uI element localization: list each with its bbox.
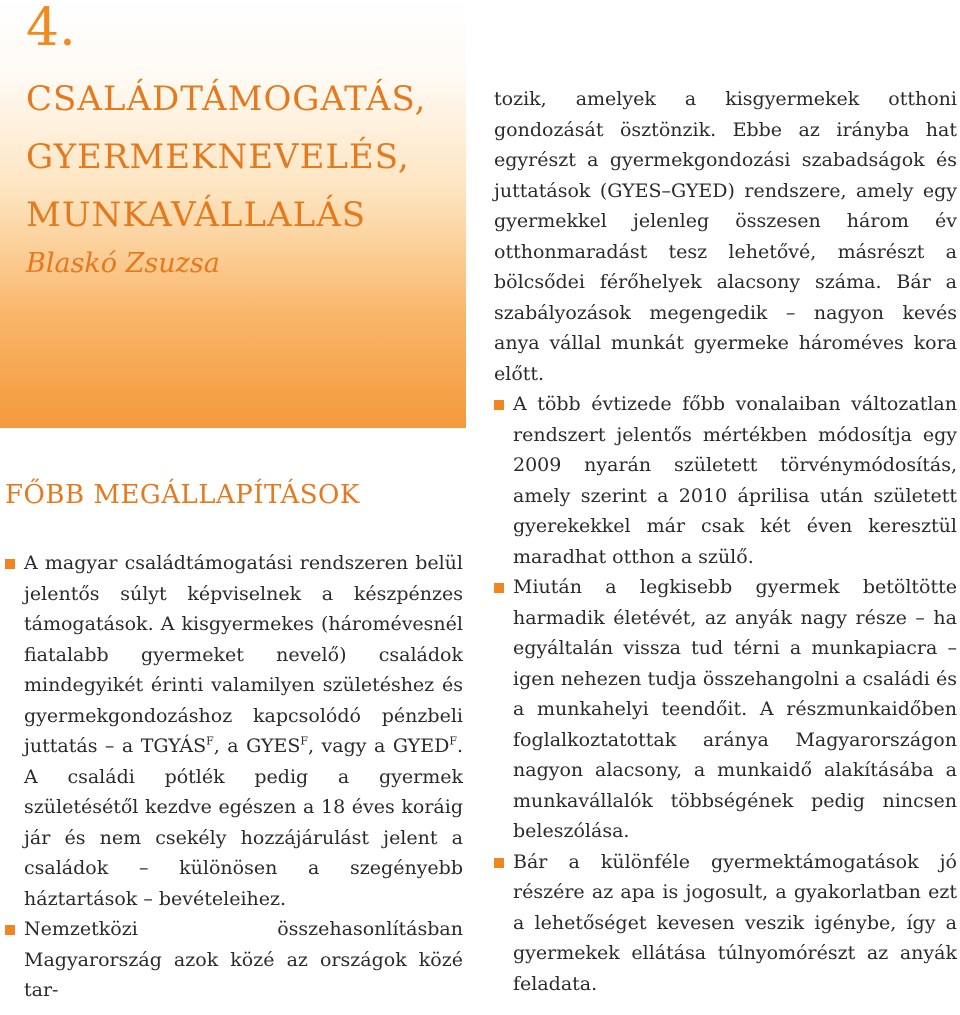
bullet-square-icon — [494, 858, 504, 868]
bullet-square-icon — [5, 925, 15, 935]
section-heading: FŐBB MEGÁLLAPÍTÁSOK — [5, 480, 360, 510]
finding-text: A több évtizede főbb vonalaiban változatlan rendszert jelentős mértékben módosítja egy 2009 nyarán született törvénymódosítás, amely szerint a 2010 áprilisa után született gyerekekkel már csak két éven keresztül maradhat otthon a szülő. — [513, 393, 957, 568]
footnote-marker: F — [206, 734, 214, 748]
chapter-title-line: CSALÁDTÁMOGATÁS, — [26, 79, 427, 119]
left-text-column — [5, 548, 463, 1006]
finding-text: , vagy a GYED — [308, 735, 450, 757]
finding-bullet — [5, 914, 463, 1006]
finding-bullet — [494, 389, 957, 572]
finding-text: Nemzetközi összehasonlításban Magyarország azok közé az országok közé tar- — [24, 918, 463, 1001]
finding-text: A magyar családtámogatási rendszeren belül jelentős súlyt képviselnek a készpénzes támogatások. A kisgyermekes (háromévesnél fiatalabb gyermeket nevelő) családok mindegyikét érinti valamilyen születéshez és gyermekgondozáshoz kapcsolódó pénzbeli juttatás – a TGYÁS — [24, 552, 463, 757]
bullet-square-icon — [494, 583, 504, 593]
chapter-number: 4. — [26, 0, 76, 58]
bullet-square-icon — [5, 559, 15, 569]
chapter-title — [26, 70, 426, 244]
finding-text: , a GYES — [213, 735, 301, 757]
chapter-author: Blaskó Zsuzsa — [26, 248, 220, 279]
chapter-header-panel — [0, 0, 466, 428]
finding-bullet — [494, 572, 957, 847]
footnote-marker: F — [300, 734, 309, 748]
finding-bullet — [5, 548, 463, 914]
finding-bullet — [494, 847, 957, 1000]
bullet-square-icon — [494, 400, 504, 410]
continued-paragraph: tozik, amelyek a kisgyermekek otthoni gondozását ösztönzik. Ebbe az irányba hat egyrészt a gyermekgondozási szabadságok és juttatások (GYES–GYED) rendszere, amely egy gyermekkel jelenleg összesen három év otthonmaradást tesz lehetővé, másrészt a bölcsődei férőhelyek alacsony száma. Bár a szabályozások megengedik – nagyon kevés anya vállal munkát gyermeke hároméves kora előtt. — [494, 88, 957, 385]
chapter-title-line: MUNKAVÁLLALÁS — [26, 195, 367, 235]
footnote-marker: F — [449, 734, 457, 748]
chapter-title-line: GYERMEKNEVELÉS, — [26, 137, 410, 177]
finding-text: . A családi pótlék pedig a gyermek születésétől kezdve egészen a 18 éves koráig jár és nem csekély hozzájárulást jelent a családok – különösen a szegényebb háztartások – bevételeihez. — [24, 735, 464, 910]
finding-text: Bár a különféle gyermektámogatások jó részére az apa is jogosult, a gyakorlatban ezt a lehetőséget kevesen veszik igénybe, így a gyermekek ellátása túlnyomórészt az anyák feladata. — [513, 850, 957, 995]
right-text-column — [494, 84, 957, 999]
finding-text: Miután a legkisebb gyermek betöltötte harmadik életévét, az anyák nagy része – ha egyáltalán vissza tud térni a munkapiacra – igen nehezen tudja összehangolni a családi és a munkahelyi teendőit. A részmunkaidőben foglalkoztatottak aránya Magyarországon nagyon alacsony, a munkaidő alakításába a munkavállalók többségének pedig nincsen beleszólása. — [513, 576, 957, 842]
